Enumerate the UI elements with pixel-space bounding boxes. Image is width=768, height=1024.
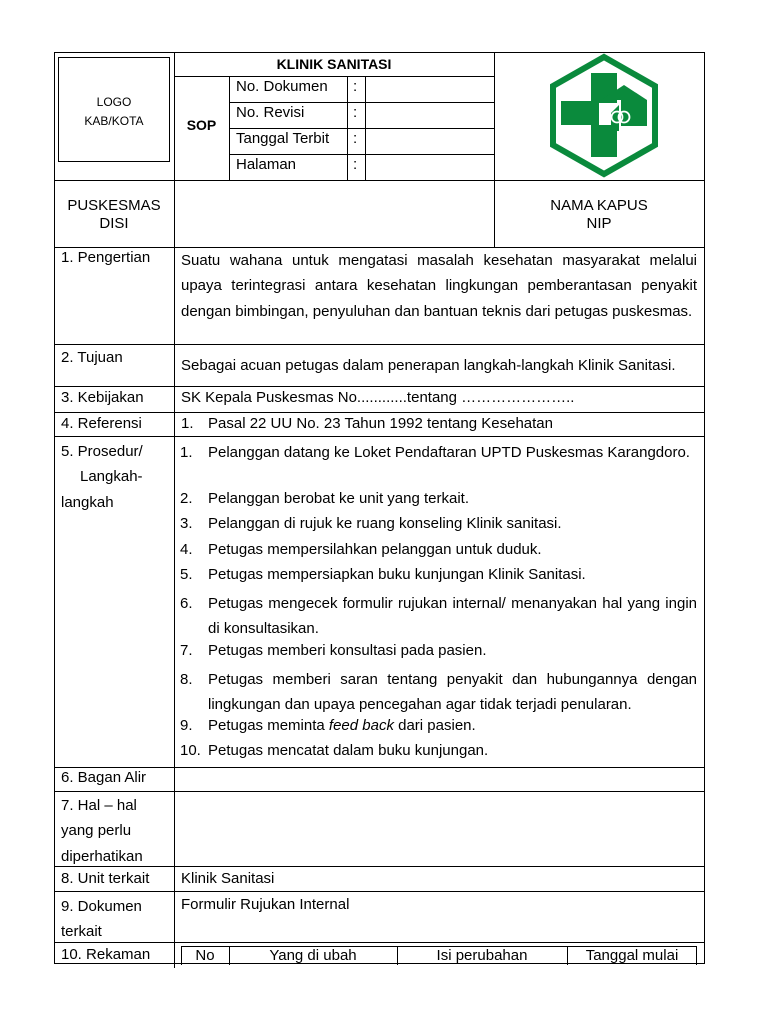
label-pengertian: 1. Pengertian [61, 249, 151, 266]
rekaman-col-isi-perubahan: Isi perubahan [436, 947, 528, 964]
text-pengertian: Suatu wahana untuk mengatasi masalah kesehatan masyarakat melalui upaya terintegrasi antara kesehatan lingkungan pemberantasan penyakit dengan bimbingan, penyuluhan dan bantuan teknis dari petugas puskesmas. [181, 252, 697, 320]
step-num-6: 6. [180, 595, 193, 612]
logo-line-1: LOGO [96, 95, 132, 109]
docfield-colon-4: : [353, 156, 358, 173]
text-referensi: Pasal 22 UU No. 23 Tahun 1992 tentang Kesehatan [208, 415, 553, 432]
row-line-prosedur [54, 436, 705, 437]
row-line-bagan [54, 767, 705, 768]
step-num-4: 4. [180, 541, 193, 558]
row-line-hal [54, 791, 705, 792]
step-text-8: Petugas memberi saran tentang penyakit dan hubungannya dengan lingkungan dan upaya pencegahan agar tidak terjadi penularan. [208, 671, 697, 714]
step-num-7: 7. [180, 642, 193, 659]
docfield-label-norevisi: No. Revisi [236, 104, 305, 121]
header-col-divider [174, 52, 175, 968]
puskesmas-line-2: DISI [99, 215, 129, 232]
label-rekaman: 10. Rekaman [61, 946, 151, 963]
hal-label-line3: diperhatikan [61, 847, 143, 865]
sop-label: SOP [186, 117, 217, 133]
label-prosedur [61, 439, 171, 515]
row-line-tujuan [54, 344, 705, 345]
label-unit-terkait: 8. Unit terkait [61, 870, 150, 887]
frame-right [704, 52, 705, 964]
label-kebijakan: 3. Kebijakan [61, 389, 144, 406]
step-text-9 [208, 717, 697, 735]
label-dokumen-terkait [61, 894, 171, 945]
step-text-1: Pelanggan datang ke Loket Pendaftaran UPTD Puskesmas Karangdoro. [208, 444, 690, 461]
label-referensi: 4. Referensi [61, 415, 142, 432]
text-kebijakan: SK Kepala Puskesmas No............tentang ………………….. [181, 389, 575, 406]
docfield-label-halaman: Halaman [236, 156, 297, 173]
rekaman-col-no: No [195, 947, 215, 964]
step-9-text-before: Petugas meminta [208, 717, 329, 734]
step-text-4: Petugas mempersilahkan pelanggan untuk duduk. [208, 541, 542, 558]
step-num-8: 8. [180, 671, 193, 688]
label-hal-perlu [61, 793, 171, 869]
label-bagan-alir: 6. Bagan Alir [61, 769, 147, 786]
step-9-text-italic: feed back [328, 717, 394, 734]
step-num-9: 9. [180, 717, 193, 734]
puskesmas-name [54, 197, 174, 233]
row-line-dokumen [54, 891, 705, 892]
step-text-2: Pelanggan berobat ke unit yang terkait. [208, 490, 470, 507]
step-text-5: Petugas mempersiapkan buku kunjungan Klinik Sanitasi. [208, 566, 586, 583]
hal-label-line2: yang perlu [61, 822, 132, 840]
hal-label-line1: 7. Hal – hal [61, 797, 137, 814]
step-9-text-after: dari pasien. [393, 717, 476, 734]
label-tujuan: 2. Tujuan [61, 349, 123, 366]
header-row1-bottom [54, 180, 705, 181]
row-line-kebijakan [54, 386, 705, 387]
kapus-nip: NIP [586, 215, 612, 232]
docfield-line-3 [229, 154, 494, 155]
text-unit-terkait: Klinik Sanitasi [181, 870, 275, 887]
row-line-referensi [54, 412, 705, 413]
logo-line-2: KAB/KOTA [84, 114, 144, 128]
prosedur-label-line3: langkah [61, 493, 114, 511]
step-num-2: 2. [180, 490, 193, 507]
dokumen-label-line1: 9. Dokumen [61, 898, 142, 915]
kapus-name: NAMA KAPUS [550, 197, 648, 214]
referensi-num: 1. [181, 415, 194, 432]
step-num-5: 5. [180, 566, 193, 583]
docfield-line-1 [229, 102, 494, 103]
step-text-7: Petugas memberi konsultasi pada pasien. [208, 642, 487, 659]
puskesmas-emblem-icon [549, 53, 659, 178]
step-num-1: 1. [180, 444, 193, 461]
clinic-title: KLINIK SANITASI [276, 56, 392, 72]
kapus-block [494, 197, 704, 233]
puskesmas-line-1: PUSKESMAS [67, 197, 161, 214]
text-dokumen-terkait: Formulir Rujukan Internal [181, 896, 350, 913]
docfield-colon-1: : [353, 78, 358, 95]
docfield-label-nodokumen: No. Dokumen [236, 78, 328, 95]
prosedur-label-line1: 5. Prosedur/ [61, 443, 143, 460]
docfield-colon-2: : [353, 104, 358, 121]
text-tujuan: Sebagai acuan petugas dalam penerapan langkah-langkah Klinik Sanitasi. [181, 357, 676, 374]
dokumen-label-line2: terkait [61, 923, 102, 941]
step-num-10: 10. [180, 742, 201, 759]
step-text-6: Petugas mengecek formulir rujukan internal/ menanyakan hal yang ingin di konsultasikan. [208, 595, 697, 638]
frame-left [54, 52, 55, 964]
logo-placeholder-text [58, 93, 170, 131]
docfield-line-2 [229, 128, 494, 129]
step-num-3: 3. [180, 515, 193, 532]
rekaman-col-yang-diubah: Yang di ubah [269, 947, 357, 964]
step-text-10: Petugas mencatat dalam buku kunjungan. [208, 742, 489, 759]
docfield-label-tanggal: Tanggal Terbit [236, 130, 330, 147]
title-bottom-line [174, 76, 494, 77]
prosedur-label-line2: Langkah- [80, 468, 143, 486]
step-text-3: Pelanggan di rujuk ke ruang konseling Klinik sanitasi. [208, 515, 562, 532]
rekaman-col-tanggal-mulai: Tanggal mulai [585, 947, 679, 964]
docfield-colon-3: : [353, 130, 358, 147]
